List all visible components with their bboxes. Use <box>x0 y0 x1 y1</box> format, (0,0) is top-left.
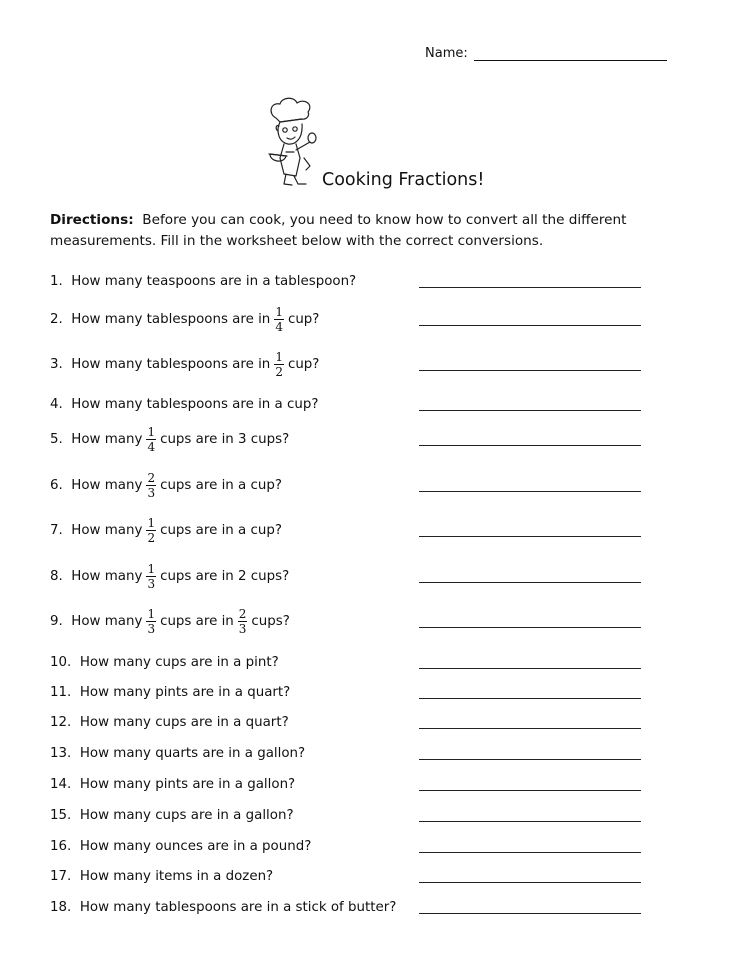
question-number: 4. <box>50 396 72 412</box>
question-text: cups are in a cup? <box>160 477 282 493</box>
question-item <box>50 264 356 298</box>
answer-blank-line[interactable] <box>419 287 641 288</box>
answer-blank-line[interactable] <box>419 582 641 583</box>
question-number: 6. <box>50 477 72 493</box>
question-number: 1. <box>50 273 72 289</box>
worksheet-title: Cooking Fractions! <box>322 170 485 190</box>
fraction <box>274 351 284 378</box>
answer-blank-line[interactable] <box>419 728 641 729</box>
question-number: 18. <box>50 899 80 915</box>
question-text: How many tablespoons are in <box>71 311 271 327</box>
fraction-denominator: 3 <box>147 576 156 591</box>
answer-blank-line[interactable] <box>419 668 641 669</box>
question-item <box>50 675 290 709</box>
question-number: 12. <box>50 714 80 730</box>
fraction-denominator: 2 <box>275 364 283 379</box>
name-field[interactable] <box>425 46 667 61</box>
question-text: How many pints are in a gallon? <box>79 776 296 792</box>
question-number: 13. <box>50 745 80 761</box>
question-text: How many tablespoons are in a stick of butter? <box>79 899 397 915</box>
answer-blank-line[interactable] <box>419 882 641 883</box>
fraction <box>146 517 156 544</box>
fraction-denominator: 2 <box>147 530 156 545</box>
answer-blank-line[interactable] <box>419 325 641 326</box>
answer-blank-line[interactable] <box>419 790 641 791</box>
question-text: How many teaspoons are in a tablespoon? <box>71 273 357 289</box>
name-blank-line[interactable] <box>474 46 667 61</box>
question-item <box>50 829 311 863</box>
fraction-denominator: 3 <box>147 621 156 636</box>
answer-blank-line[interactable] <box>419 821 641 822</box>
fraction-numerator: 2 <box>147 470 156 485</box>
fraction <box>238 608 248 635</box>
question-number: 15. <box>50 807 80 823</box>
question-item <box>50 559 289 593</box>
directions-text: Before you can cook, you need to know how to convert all the different measurements. Fill in the worksheet below with the correct conversions. <box>50 212 627 249</box>
answer-blank-line[interactable] <box>419 852 641 853</box>
fraction-denominator: 3 <box>147 485 156 500</box>
answer-blank-line[interactable] <box>419 370 641 371</box>
answer-blank-line[interactable] <box>419 698 641 699</box>
question-text: How many cups are in a pint? <box>79 654 279 670</box>
answer-blank-line[interactable] <box>419 627 641 628</box>
question-item <box>50 387 318 421</box>
question-text: cup? <box>287 311 320 327</box>
answer-blank-line[interactable] <box>419 445 641 446</box>
fraction-numerator: 1 <box>147 606 156 621</box>
fraction-denominator: 4 <box>275 319 283 334</box>
question-text: How many ounces are in a pound? <box>79 838 312 854</box>
fraction <box>146 472 156 499</box>
question-text: How many <box>71 522 143 538</box>
question-number: 2. <box>50 311 72 327</box>
answer-blank-line[interactable] <box>419 536 641 537</box>
fraction-denominator: 3 <box>238 621 247 636</box>
fraction-denominator: 4 <box>147 439 156 454</box>
question-number: 7. <box>50 522 72 538</box>
question-item <box>50 890 396 924</box>
fraction-numerator: 1 <box>275 349 283 364</box>
question-text: cup? <box>287 356 320 372</box>
question-text: How many pints are in a quart? <box>79 684 291 700</box>
question-number: 9. <box>50 613 72 629</box>
question-number: 11. <box>50 684 80 700</box>
fraction-numerator: 1 <box>147 561 156 576</box>
question-item <box>50 767 295 801</box>
question-item <box>50 302 319 336</box>
question-text: How many cups are in a quart? <box>79 714 289 730</box>
question-number: 17. <box>50 868 80 884</box>
fraction <box>146 563 156 590</box>
question-item <box>50 859 273 893</box>
question-text: cups are in <box>160 613 234 629</box>
answer-blank-line[interactable] <box>419 410 641 411</box>
question-text: How many cups are in a gallon? <box>79 807 294 823</box>
fraction-numerator: 1 <box>275 304 283 319</box>
question-text: How many items in a dozen? <box>79 868 274 884</box>
question-text: cups are in a cup? <box>160 522 282 538</box>
question-text: cups? <box>251 613 290 629</box>
question-text: cups are in 2 cups? <box>160 568 290 584</box>
fraction-numerator: 1 <box>147 515 156 530</box>
question-number: 10. <box>50 654 80 670</box>
fraction <box>146 608 156 635</box>
question-item <box>50 736 305 770</box>
question-number: 16. <box>50 838 80 854</box>
answer-blank-line[interactable] <box>419 759 641 760</box>
question-number: 8. <box>50 568 72 584</box>
question-number: 5. <box>50 431 72 447</box>
fraction <box>274 306 284 333</box>
question-text: How many tablespoons are in <box>71 356 271 372</box>
question-text: How many <box>71 568 143 584</box>
question-item <box>50 604 290 638</box>
question-item <box>50 468 282 502</box>
question-text: cups are in 3 cups? <box>160 431 290 447</box>
question-item <box>50 798 294 832</box>
fraction <box>146 426 156 453</box>
question-text: How many tablespoons are in a cup? <box>71 396 319 412</box>
question-number: 14. <box>50 776 80 792</box>
fraction-numerator: 1 <box>147 424 156 439</box>
question-text: How many quarts are in a gallon? <box>79 745 306 761</box>
question-item <box>50 705 289 739</box>
question-text: How many <box>71 613 143 629</box>
fraction-numerator: 2 <box>238 606 247 621</box>
question-item <box>50 422 289 456</box>
name-label: Name: <box>425 46 468 61</box>
question-item <box>50 347 319 381</box>
directions-label: Directions: <box>50 212 134 228</box>
answer-blank-line[interactable] <box>419 913 641 914</box>
question-number: 3. <box>50 356 72 372</box>
question-item <box>50 513 282 547</box>
question-text: How many <box>71 431 143 447</box>
question-text: How many <box>71 477 143 493</box>
answer-blank-line[interactable] <box>419 491 641 492</box>
chef-illustration-icon <box>266 96 326 188</box>
directions <box>50 210 670 252</box>
question-item <box>50 645 279 679</box>
